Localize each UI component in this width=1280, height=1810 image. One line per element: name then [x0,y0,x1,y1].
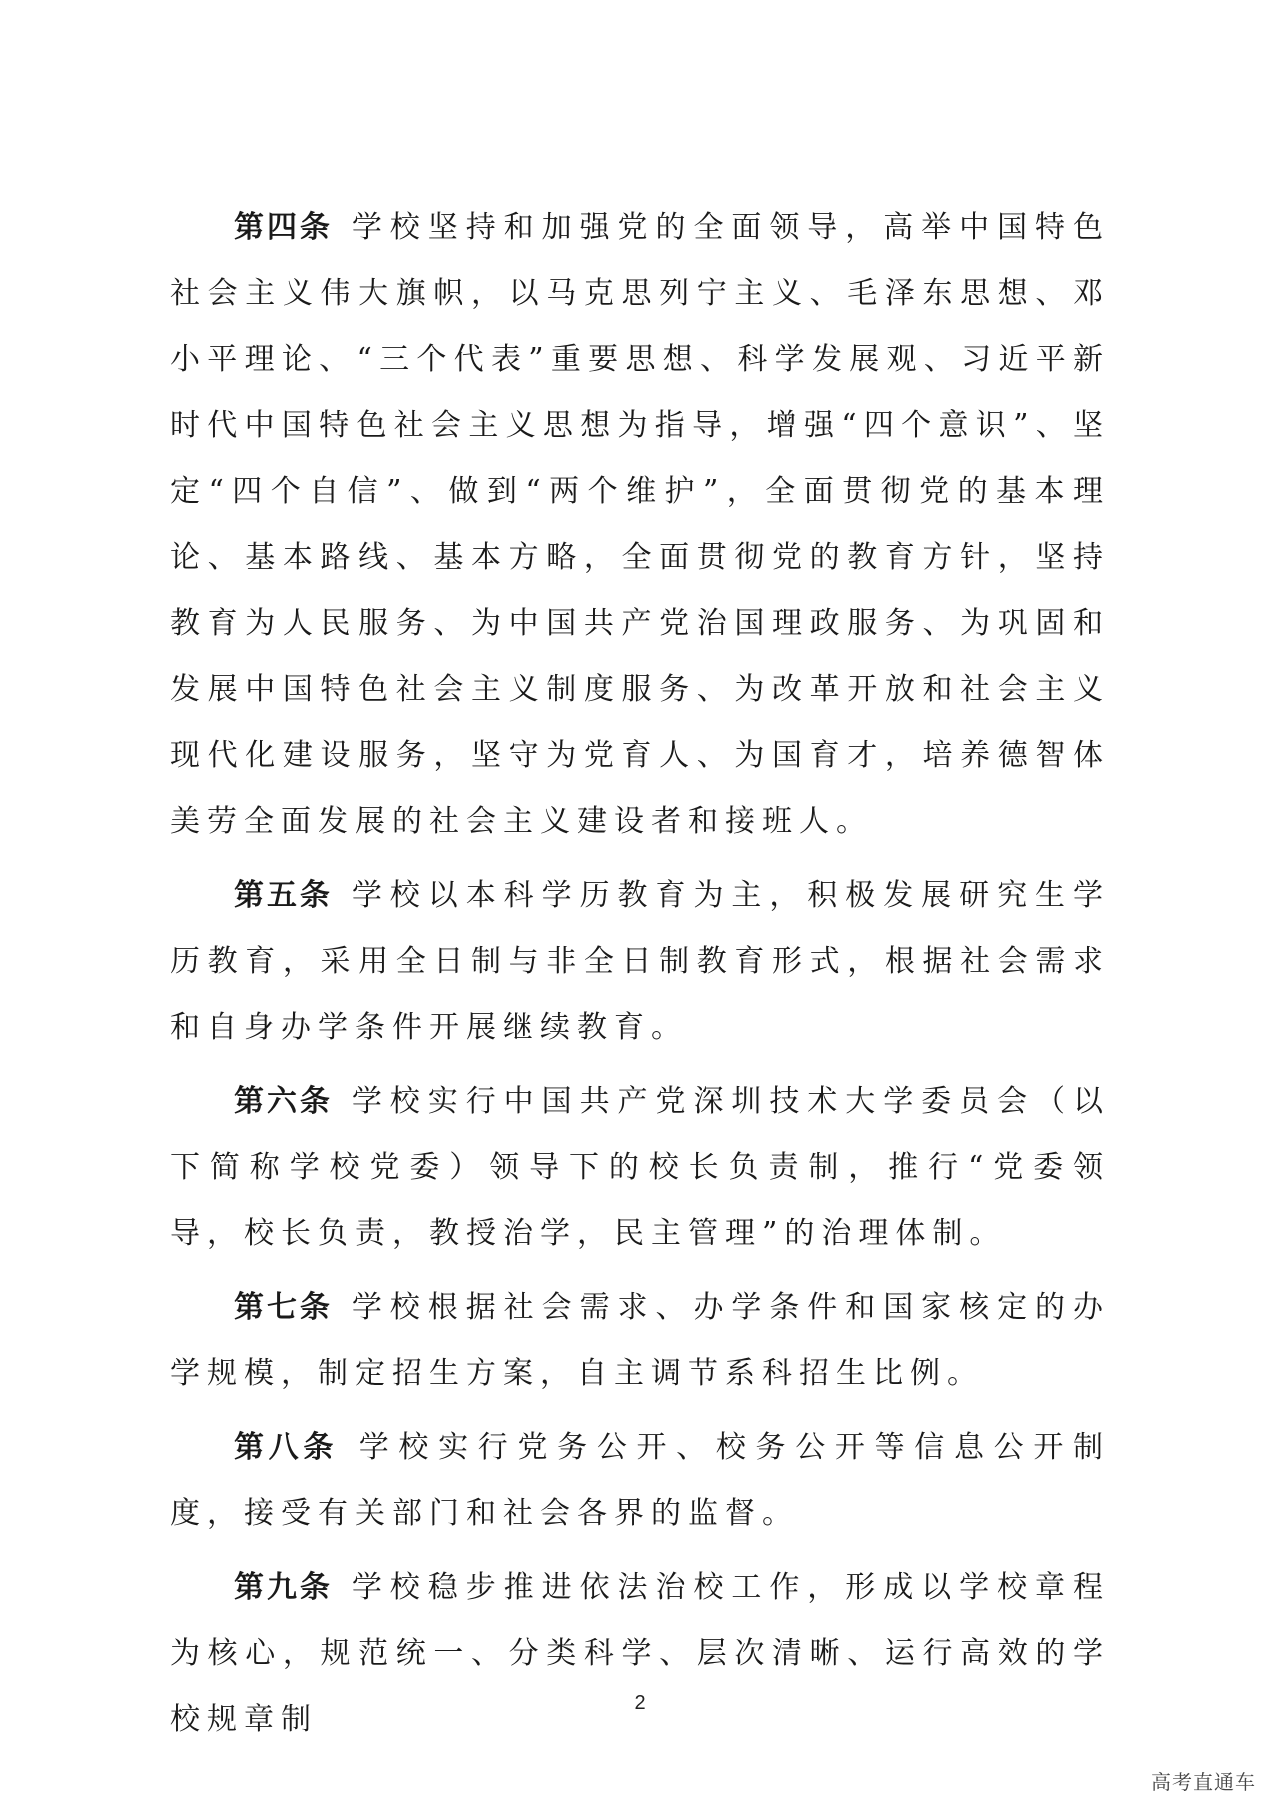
article-5-text: 学校以本科学历教育为主，积极发展研究生学历教育，采用全日制与非全日制教育形式，根据社会需求和自身办学条件开展继续教育。 [170,878,1111,1045]
article-7-text: 学校根据社会需求、办学条件和国家核定的办学规模，制定招生方案，自主调节系科招生比例。 [170,1290,1111,1391]
document-body [170,195,1110,1761]
article-4 [170,195,1110,855]
article-6-text: 学校实行中国共产党深圳技术大学委员会（以下简称学校党委）领导下的校长负责制，推行“党委领导，校长负责，教授治学，民主管理”的治理体制。 [170,1084,1111,1251]
article-8 [170,1415,1110,1547]
article-4-text: 学校坚持和加强党的全面领导，高举中国特色社会主义伟大旗帜，以马克思列宁主义、毛泽东思想、邓小平理论、“三个代表”重要思想、科学发展观、习近平新时代中国特色社会主义思想为指导，增强“四个意识”、坚定“四个自信”、做到“两个维护”，全面贯彻党的基本理论、基本路线、基本方略，全面贯彻党的教育方针，坚持教育为人民服务、为中国共产党治国理政服务、为巩固和发展中国特色社会主义制度服务、为改革开放和社会主义现代化建设服务，坚守为党育人、为国育才，培养德智体美劳全面发展的社会主义建设者和接班人。 [170,210,1111,839]
article-5-number: 第五条 [234,878,333,913]
watermark: 高考直通车 [1151,1770,1256,1794]
article-7 [170,1275,1110,1407]
article-6-number: 第六条 [234,1084,333,1119]
article-9-number: 第九条 [234,1570,333,1605]
article-9 [170,1555,1110,1753]
article-6 [170,1069,1110,1267]
article-4-number: 第四条 [234,210,333,245]
article-9-text: 学校稳步推进依法治校工作，形成以学校章程为核心，规范统一、分类科学、层次清晰、运行高效的学校规章制 [170,1570,1111,1737]
article-5 [170,863,1110,1061]
page-number: 2 [634,1692,646,1714]
article-8-text: 学校实行党务公开、校务公开等信息公开制度，接受有关部门和社会各界的监督。 [170,1430,1111,1531]
article-8-number: 第八条 [234,1430,339,1465]
article-7-number: 第七条 [234,1290,333,1325]
